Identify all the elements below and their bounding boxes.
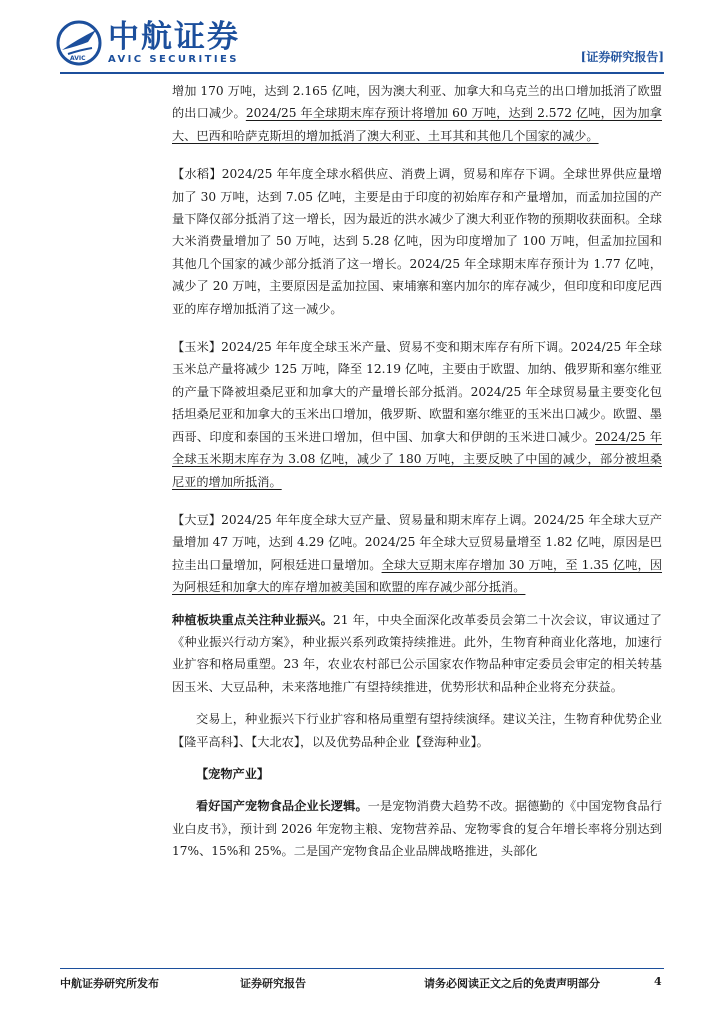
- report-type-tag: [证券研究报告]: [580, 50, 664, 64]
- main-content: [172, 80, 662, 863]
- seed-industry-text: 21 年，中央全面深化改革委员会第二十次会议，审议通过了《种业振兴行动方案》，种业振兴系列政策持续推进。此外，生物育种商业化落地，加速行业扩容和格局重塑。23 年，农业农村部已公示国家农作物品种审定委员会审定的相关转基因玉米、大豆品种，未来落地推广有望持续推进，优势形状和品种企业将充分获益。: [172, 612, 662, 694]
- paragraph-soybean: [172, 509, 662, 599]
- section-pet-industry: [172, 763, 662, 785]
- wheat-underlined: 2024/25 年全球期末库存预计将增加 60 万吨，达到 2.572 亿吨，因为加拿大、巴西和哈萨克斯坦的增加抵消了澳大利亚、土耳其和其他几个国家的减少。: [172, 106, 662, 143]
- wheat-text: 增加 170 万吨，达到 2.165 亿吨，因为澳大利亚、加拿大和乌克兰的出口增加抵消了欧盟的出口减少。: [172, 84, 662, 121]
- page-header: [0, 0, 724, 80]
- soybean-text: 【大豆】2024/25 年年度全球大豆产量、贸易量和期末库存上调。2024/25 年全球大豆产量增加 47 万吨，达到 4.29 亿吨。2024/25 年全球大豆贸易量增至 1.82 亿吨，原因是巴拉圭出口量增加，阿根廷进口量增加。: [172, 512, 662, 572]
- paragraph-trading: [172, 708, 662, 753]
- footer-divider: [60, 968, 664, 969]
- trading-text: 交易上，种业振兴下行业扩容和格局重塑有望持续演绎。建议关注，生物育种优势企业【隆平高科】、【大北农】，以及优势品种企业【登海种业】。: [172, 712, 662, 749]
- pet-food-heading: 看好国产宠物食品企业长逻辑。: [196, 799, 368, 814]
- page-number: 4: [654, 975, 662, 988]
- corn-text: 【玉米】2024/25 年年度全球玉米产量、贸易不变和期末库存有所下调。2024/25 年全球玉米总产量将减少 125 万吨，降至 12.19 亿吨，主要由于欧盟、加纳、俄罗斯和塞尔维亚的产量下降被坦桑尼亚和加拿大的产量增长部分抵消。2024/25 年全球贸易量主要变化包括坦桑尼亚和加拿大的玉米出口增加，俄罗斯、欧盟和塞尔维亚的玉米出口减少。欧盟、墨西哥、印度和泰国的玉米进口增加，但中国、加拿大和伊朗的玉米进口减少。: [172, 340, 662, 444]
- footer-disclaimer: 请务必阅读正文之后的免责声明部分: [424, 977, 600, 990]
- company-logo: [56, 20, 240, 66]
- corn-underlined: 2024/25 年全球玉米期末库存为 3.08 亿吨，减少了 180 万吨，主要反映了中国的减少，部分被坦桑尼亚的增加所抵消。: [172, 429, 662, 489]
- svg-text:AVIC: AVIC: [70, 55, 86, 62]
- paragraph-corn: [172, 336, 662, 493]
- paragraph-rice: [172, 163, 662, 320]
- logo-text-en: AVIC SECURITIES: [108, 54, 239, 65]
- paragraph-pet-food: [172, 795, 662, 862]
- paragraph-wheat: [172, 80, 662, 147]
- avic-logo-icon: [56, 20, 102, 66]
- pet-industry-heading: 【宠物产业】: [196, 766, 270, 781]
- header-divider: [60, 72, 664, 74]
- footer-report-type: 证券研究报告: [240, 977, 306, 990]
- paragraph-seed-industry: [172, 609, 662, 699]
- pet-food-text: 一是宠物消费大趋势不改。据德勤的《中国宠物食品行业白皮书》，预计到 2026 年宠物主粮、宠物营养品、宠物零食的复合年增长率将分别达到 17%、15%和 25%。二是国产宠物食品企业品牌战略推进，头部化: [172, 799, 663, 859]
- logo-text-cn: 中航证券: [108, 19, 240, 55]
- seed-industry-heading: 种植板块重点关注种业振兴。: [172, 612, 333, 627]
- footer-publisher: 中航证券研究所发布: [60, 977, 159, 990]
- rice-text: 【水稻】2024/25 年年度全球水稻供应、消费上调，贸易和库存下调。全球世界供应量增加了 30 万吨，达到 7.05 亿吨，主要是由于印度的初始库存和产量增加，而孟加拉国的产量下降仅部分抵消了这一增长，因为最近的洪水减少了澳大利亚作物的预期收获面积。全球大米消费量增加了 50 万吨，达到 5.28 亿吨，因为印度增加了 100 万吨，但孟加拉国和其他几个国家的减少部分抵消了这一增长。2024/25 年全球期末库存预计为 1.77 亿吨，减少了 20 万吨，主要原因是孟加拉国、柬埔寨和塞内加尔的库存减少，但印度和印度尼西亚的库存增加抵消了这一减少。: [172, 167, 662, 316]
- soybean-underlined: 全球大豆期末库存增加 30 万吨，至 1.35 亿吨，因为阿根廷和加拿大的库存增加被美国和欧盟的库存减少部分抵消。: [172, 557, 663, 595]
